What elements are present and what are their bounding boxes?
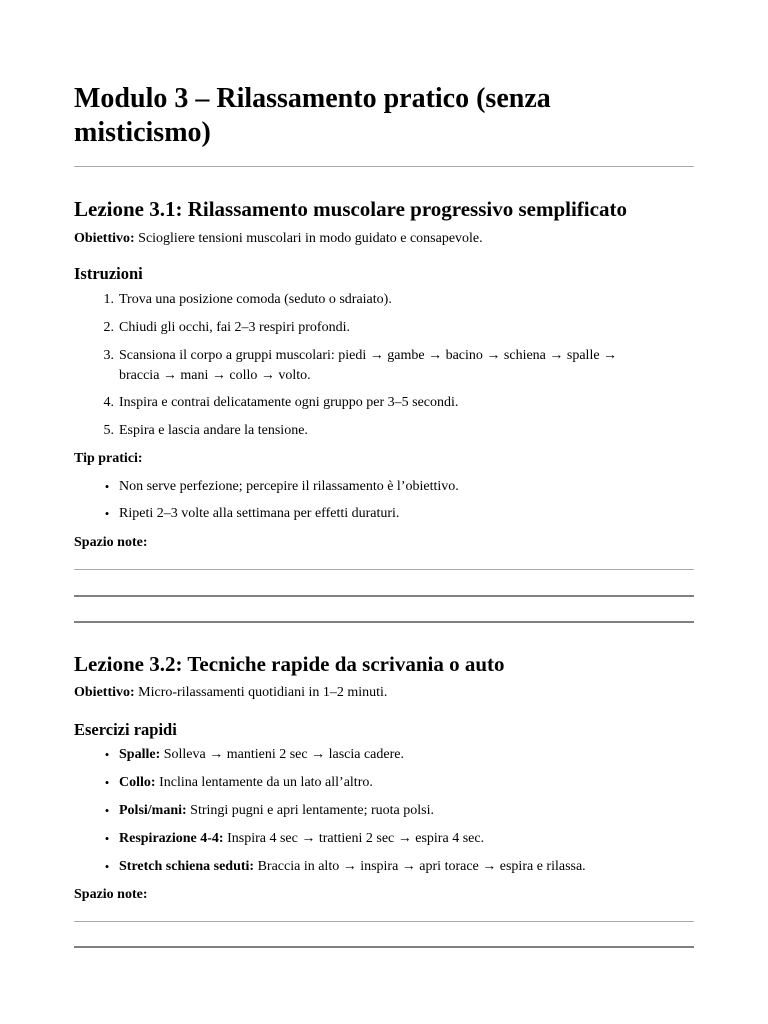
lesson-2-objective <box>74 683 694 702</box>
note-line <box>74 621 694 623</box>
objective-label: Obiettivo: <box>74 231 135 246</box>
list-number: 5. <box>103 423 114 438</box>
tips-label-text: Tip pratici: <box>74 451 143 466</box>
bullet-icon: • <box>104 747 110 762</box>
bullet-icon: • <box>104 506 110 521</box>
exercise-label: Spalle: <box>119 747 161 762</box>
bullet-icon: • <box>104 775 110 790</box>
exercise-description: Inclina lentamente da un lato all’altro. <box>155 775 373 790</box>
notes-label <box>74 533 694 552</box>
exercise-text <box>119 857 694 877</box>
notes-label-text: Spazio note: <box>74 535 148 550</box>
exercise-description: Solleva → mantieni 2 sec → lascia cadere. <box>160 747 404 762</box>
notes-label-text: Spazio note: <box>74 887 148 902</box>
instruction-text-line-2: braccia → mani → collo → volto. <box>119 368 311 383</box>
exercise-text <box>119 801 694 821</box>
instruction-text: Trova una posizione comoda (seduto o sdraiato). <box>119 292 392 307</box>
exercise-description: Stringi pugni e apri lentamente; ruota polsi. <box>186 803 434 818</box>
bullet-icon: • <box>104 479 110 494</box>
exercise-label: Polsi/mani: <box>119 803 187 818</box>
bullet-icon: • <box>104 859 110 874</box>
list-number: 1. <box>103 292 114 307</box>
exercise-label: Stretch schiena seduti: <box>119 859 255 874</box>
note-line <box>74 921 694 922</box>
objective-text: Micro-rilassamenti quotidiani in 1–2 minuti. <box>134 685 388 700</box>
lesson-2-title: Lezione 3.2: Tecniche rapide da scrivania o auto <box>74 652 505 676</box>
tip-text: Non serve perfezione; percepire il rilassamento è l’obiettivo. <box>119 479 459 494</box>
notes-label <box>74 885 694 904</box>
objective-label: Obiettivo: <box>74 685 135 700</box>
list-number: 3. <box>103 348 114 363</box>
list-number: 4. <box>103 395 114 410</box>
instruction-text: Chiudi gli occhi, fai 2–3 respiri profondi. <box>119 320 350 335</box>
instruction-text-line-1: Scansiona il corpo a gruppi muscolari: piedi → gambe → bacino → schiena → spalle → <box>119 348 618 363</box>
exercises-heading: Esercizi rapidi <box>74 720 177 739</box>
instructions-heading: Istruzioni <box>74 264 143 283</box>
note-line <box>74 595 694 597</box>
exercise-label: Respirazione 4-4: <box>119 831 224 846</box>
module-title: Modulo 3 – Rilassamento pratico (senza misticismo) <box>74 83 551 148</box>
bullet-icon: • <box>104 803 110 818</box>
list-number: 2. <box>103 320 114 335</box>
lesson-1-objective <box>74 229 694 248</box>
lesson-1-title: Lezione 3.1: Rilassamento muscolare progressivo semplificato <box>74 197 627 221</box>
instruction-text: Inspira e contrai delicatamente ogni gruppo per 3–5 secondi. <box>119 395 459 410</box>
exercise-description: Braccia in alto → inspira → apri torace → espira e rilassa. <box>254 859 586 874</box>
objective-text: Sciogliere tensioni muscolari in modo guidato e consapevole. <box>134 231 483 246</box>
exercise-text <box>119 773 694 793</box>
exercise-label: Collo: <box>119 775 156 790</box>
tip-text: Ripeti 2–3 volte alla settimana per effetti duraturi. <box>119 506 400 521</box>
bullet-icon: • <box>104 831 110 846</box>
title-divider <box>74 166 694 167</box>
instruction-text: Espira e lascia andare la tensione. <box>119 423 308 438</box>
exercise-text <box>119 745 694 765</box>
exercise-description: Inspira 4 sec → trattieni 2 sec → espira 4 sec. <box>223 831 485 846</box>
note-line <box>74 569 694 570</box>
note-line <box>74 946 694 948</box>
tips-label <box>74 449 694 468</box>
exercise-text <box>119 829 694 849</box>
